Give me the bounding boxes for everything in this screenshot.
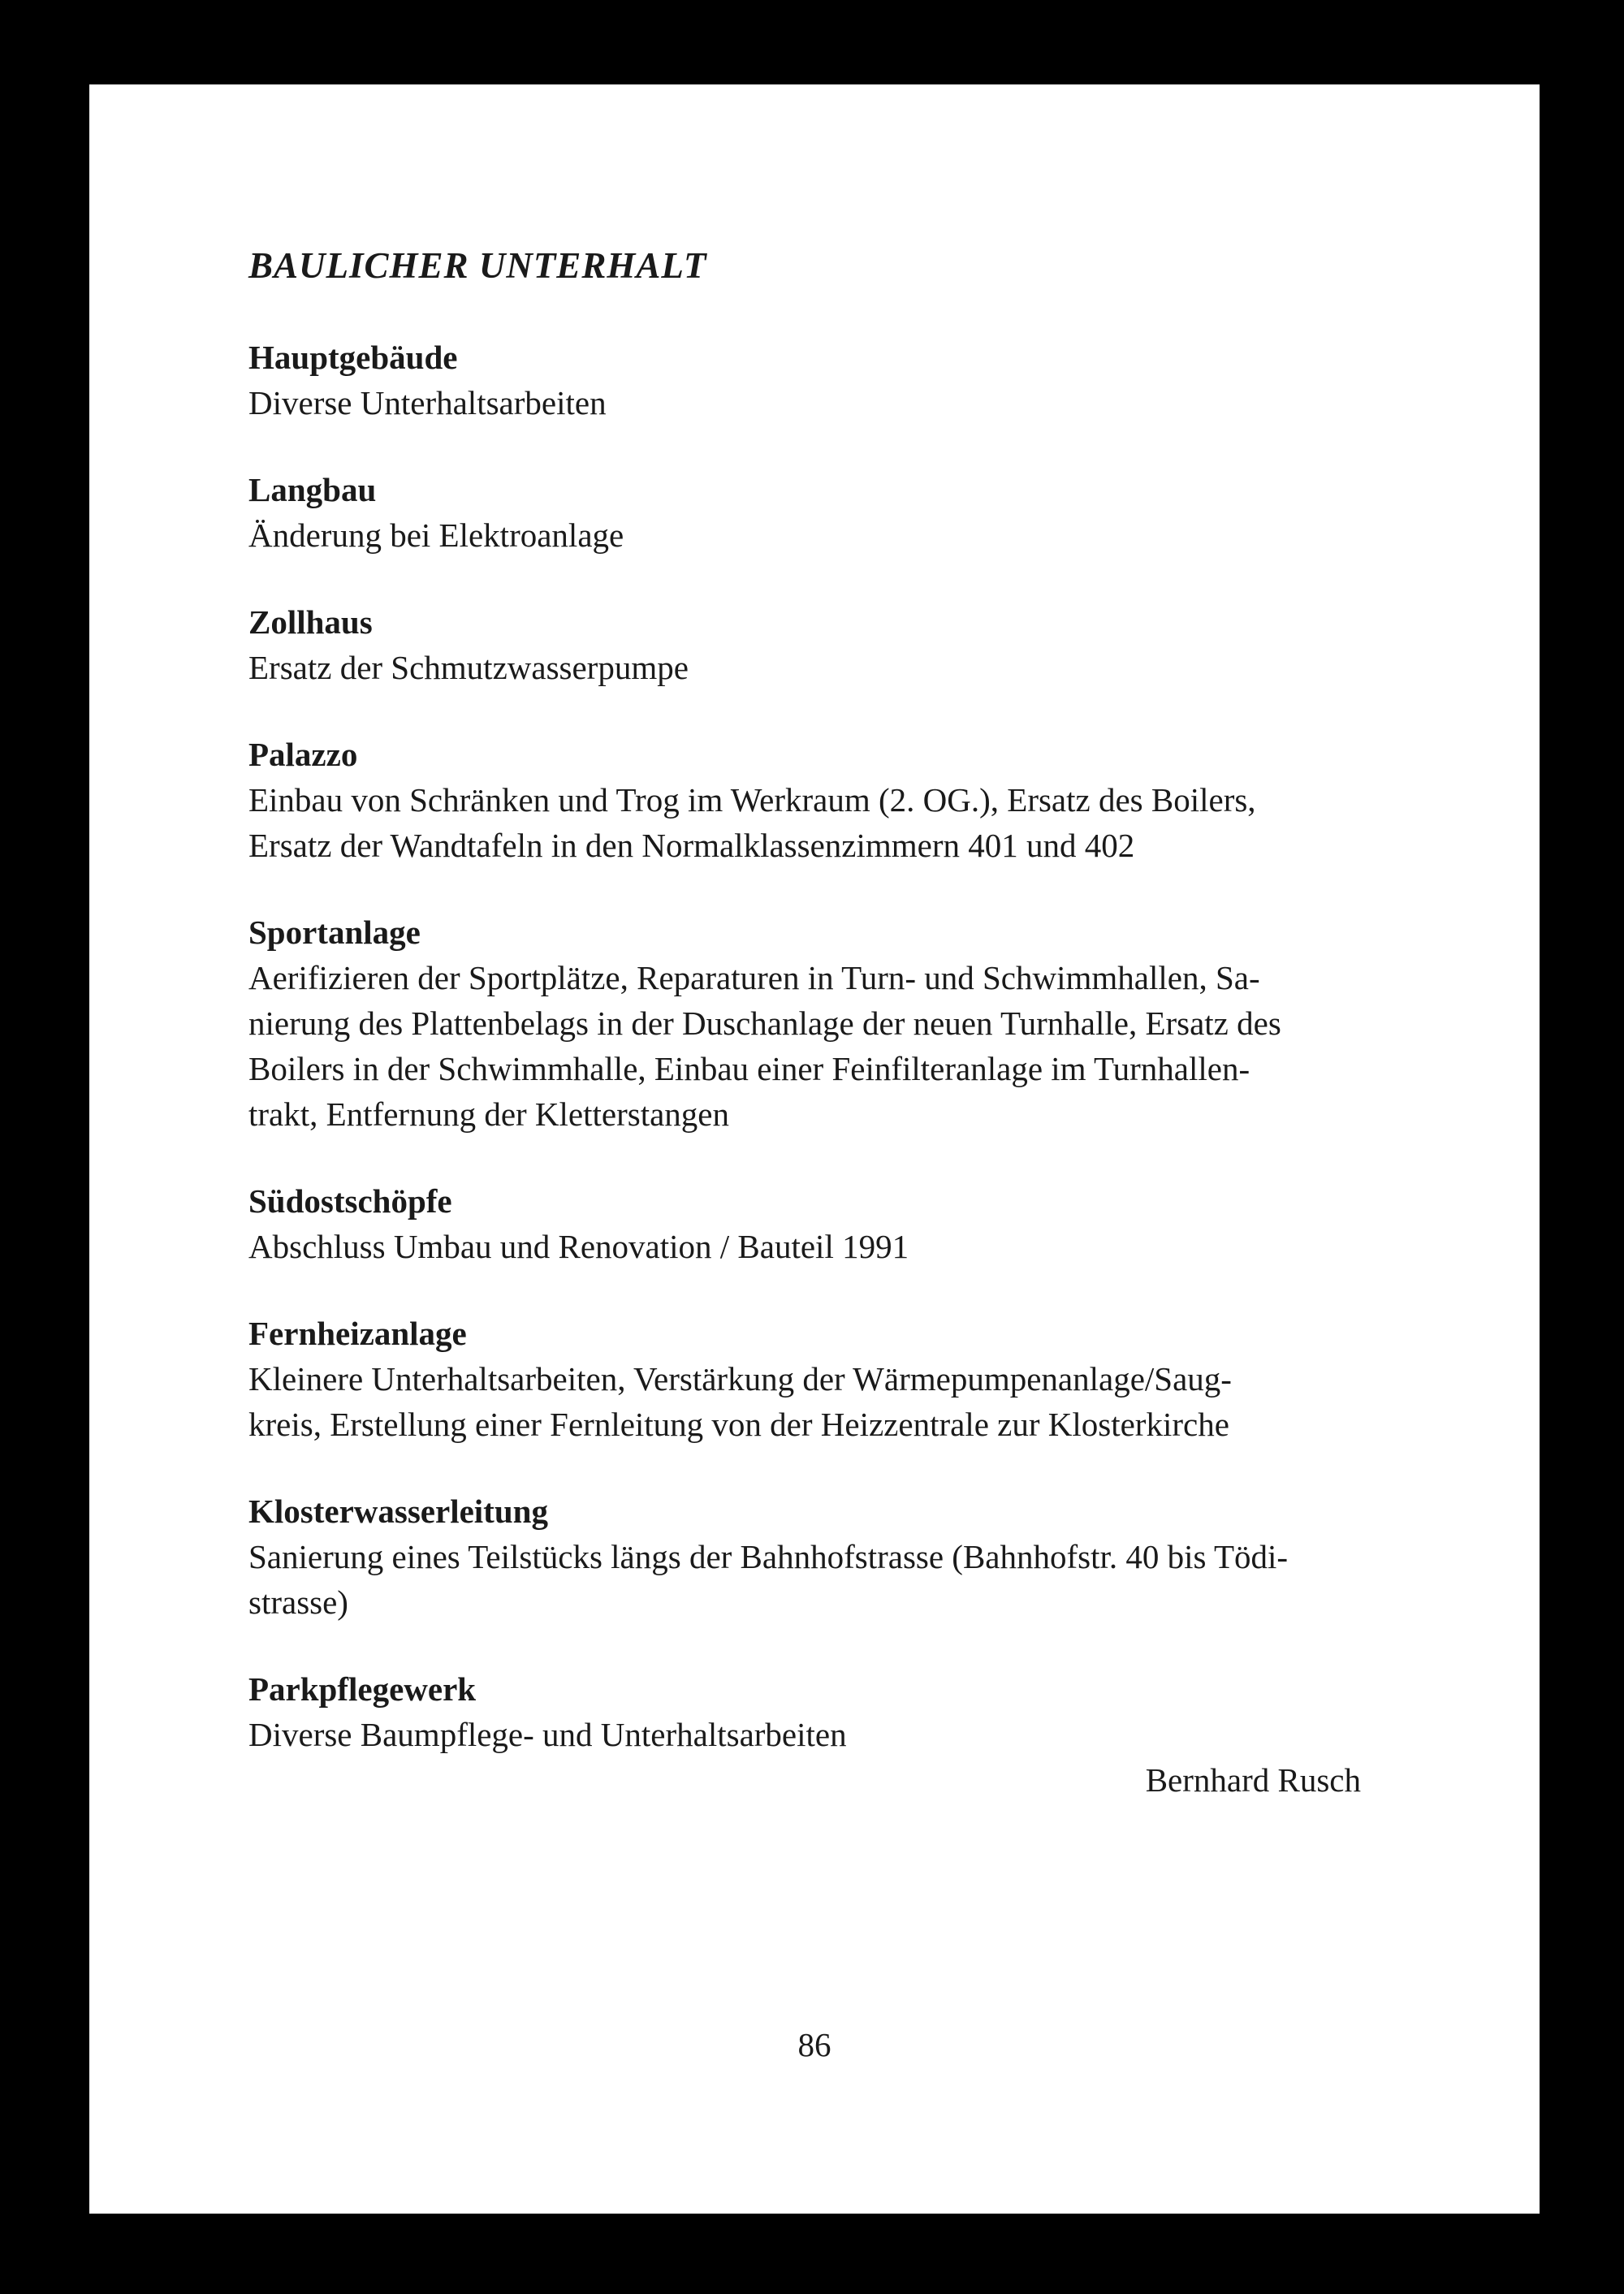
section-line: Einbau von Schränken und Trog im Werkraum (2. OG.), Ersatz des Boilers, (248, 781, 1256, 819)
section-line: nierung des Plattenbelags in der Duschanlage der neuen Turnhalle, Ersatz des (248, 1004, 1281, 1042)
author-signature: Bernhard Rusch (1145, 1761, 1361, 1799)
section-line: strasse) (248, 1583, 348, 1621)
section-line: Ersatz der Wandtafeln in den Normalklassenzimmern 401 und 402 (248, 827, 1135, 864)
page-title: BAULICHER UNTERHALT (248, 245, 707, 286)
section-heading: Südostschöpfe (248, 1182, 452, 1220)
section-line: Ersatz der Schmutzwasserpumpe (248, 649, 689, 686)
section-heading: Fernheizanlage (248, 1315, 467, 1352)
section-klosterwasserleitung (248, 1488, 1431, 1625)
section-heading: Palazzo (248, 736, 358, 773)
section-line: Änderung bei Elektroanlage (248, 516, 624, 554)
section-sportanlage (248, 909, 1431, 1137)
document-page (89, 84, 1540, 2214)
section-langbau (248, 467, 1431, 558)
section-line: Boilers in der Schwimmhalle, Einbau einer Feinfilteranlage im Turnhallen- (248, 1050, 1250, 1087)
section-heading: Zollhaus (248, 603, 373, 641)
section-heading: Klosterwasserleitung (248, 1493, 548, 1530)
section-hauptgebaeude (248, 335, 1431, 426)
section-line: Diverse Unterhaltsarbeiten (248, 384, 607, 421)
section-line: Diverse Baumpflege- und Unterhaltsarbeiten (248, 1716, 847, 1753)
section-line: Kleinere Unterhaltsarbeiten, Verstärkung der Wärmepumpenanlage/Saug- (248, 1360, 1232, 1398)
section-zollhaus (248, 599, 1431, 690)
section-line: Abschluss Umbau und Renovation / Bauteil 1991 (248, 1228, 909, 1265)
section-heading: Parkpflegewerk (248, 1670, 477, 1708)
section-fernheizanlage (248, 1311, 1431, 1447)
section-palazzo (248, 732, 1431, 868)
section-line: kreis, Erstellung einer Fernleitung von der Heizzentrale zur Klosterkirche (248, 1406, 1229, 1443)
section-line: Aerifizieren der Sportplätze, Reparaturen in Turn- und Schwimmhallen, Sa- (248, 959, 1260, 996)
page-content (248, 244, 1431, 1757)
section-heading: Hauptgebäude (248, 339, 458, 376)
section-heading: Langbau (248, 471, 377, 508)
section-line: Sanierung eines Teilstücks längs der Bahnhofstrasse (Bahnhofstr. 40 bis Tödi- (248, 1538, 1289, 1575)
section-line: trakt, Entfernung der Kletterstangen (248, 1095, 729, 1133)
section-heading: Sportanlage (248, 914, 421, 951)
section-suedostschoepfe (248, 1178, 1431, 1269)
page-number: 86 (797, 2026, 831, 2063)
section-parkpflegewerk (248, 1666, 1431, 1757)
